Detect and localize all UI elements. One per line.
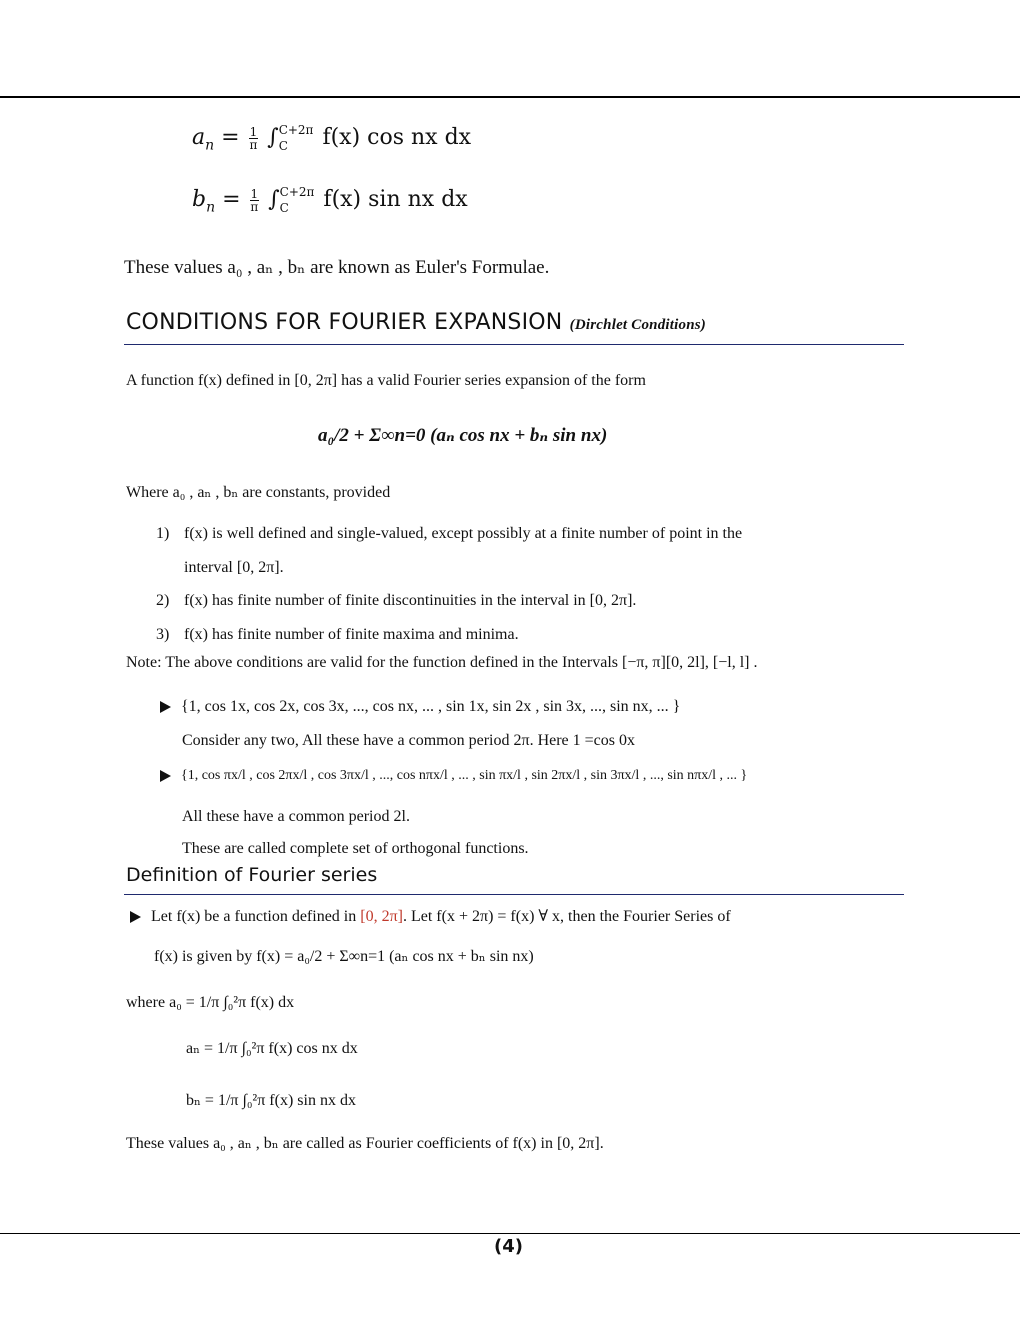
definition-bn: bₙ = 1/π ∫₀²π f(x) sin nx dx	[186, 1092, 356, 1109]
definition-heading: Definition of Fourier series	[126, 864, 378, 886]
bullet-icon	[130, 911, 141, 923]
bottom-rule	[0, 1233, 1020, 1234]
dirichlet-note: Note: The above conditions are valid for the function defined in the Intervals [−π, π][0, 2l], [−l, l] .	[126, 654, 758, 671]
definition-line-2: f(x) is given by f(x) = a₀/2 + Σ∞n=1 (aₙ cos nx + bₙ sin nx)	[154, 948, 534, 965]
orthogonal-set-2: {1, cos πx/l , cos 2πx/l , cos 3πx/l , ..., cos nπx/l , ... , sin πx/l , sin 2πx/l , sin 3πx/l , ..., sin nπx/l , ... }	[160, 768, 747, 784]
page-number: (4)	[494, 1236, 523, 1257]
euler-bn-formula: $b_n$ = $\frac{1}{\pi}$ ∫ C+2π C f(x) sin nx dx	[192, 185, 468, 216]
orthogonal-set-2-note: All these have a common period 2l.	[182, 808, 410, 825]
dirichlet-series: a₀/2 + Σ∞n=0 (aₙ cos nx + bₙ sin nx)	[318, 425, 608, 446]
orthogonal-set-1: {1, cos 1x, cos 2x, cos 3x, ..., cos nx, ... , sin 1x, sin 2x , sin 3x, ..., sin nx, ... }	[160, 698, 680, 716]
definition-a0: where a₀ = 1/π ∫₀²π f(x) dx	[126, 994, 295, 1011]
definition-an: aₙ = 1/π ∫₀²π f(x) cos nx dx	[186, 1040, 358, 1057]
bullet-icon	[160, 770, 171, 782]
dirichlet-intro: A function f(x) defined in [0, 2π] has a valid Fourier series expansion of the form	[126, 372, 646, 389]
euler-note: These values a₀ , aₙ , bₙ are known as Euler's Formulae.	[124, 257, 550, 278]
definition-closing: These values a₀ , aₙ , bₙ are called as Fourier coefficients of f(x) in [0, 2π].	[126, 1135, 604, 1152]
definition-underline	[124, 894, 904, 895]
orthogonal-set-1-note: Consider any two, All these have a common period 2π. Here 1 =cos 0x	[182, 732, 635, 749]
definition-line-1: Let f(x) be a function defined in [0, 2π]. Let f(x + 2π) = f(x) ∀ x, then the Fourier Series of	[130, 906, 731, 926]
bullet-icon	[160, 701, 171, 713]
condition-1: 1) f(x) is well defined and single-valued, except possibly at a finite number of point in the	[156, 525, 743, 542]
dirichlet-underline	[124, 344, 904, 345]
euler-an-formula: $a_n$ = $\frac{1}{\pi}$ ∫ C+2π C f(x) cos nx dx	[192, 123, 472, 154]
condition-2: 2) f(x) has finite number of finite discontinuities in the interval in [0, 2π].	[156, 592, 637, 609]
condition-3: 3) f(x) has finite number of finite maxima and minima.	[156, 626, 519, 643]
top-rule	[0, 96, 1020, 98]
orthogonal-note: These are called complete set of orthogonal functions.	[182, 840, 529, 857]
dirichlet-heading: CONDITIONS FOR FOURIER EXPANSION (Dirchlet Conditions)	[126, 310, 706, 335]
dirichlet-where: Where a₀ , aₙ , bₙ are constants, provided	[126, 484, 391, 501]
condition-1-cont: interval [0, 2π].	[184, 559, 284, 576]
